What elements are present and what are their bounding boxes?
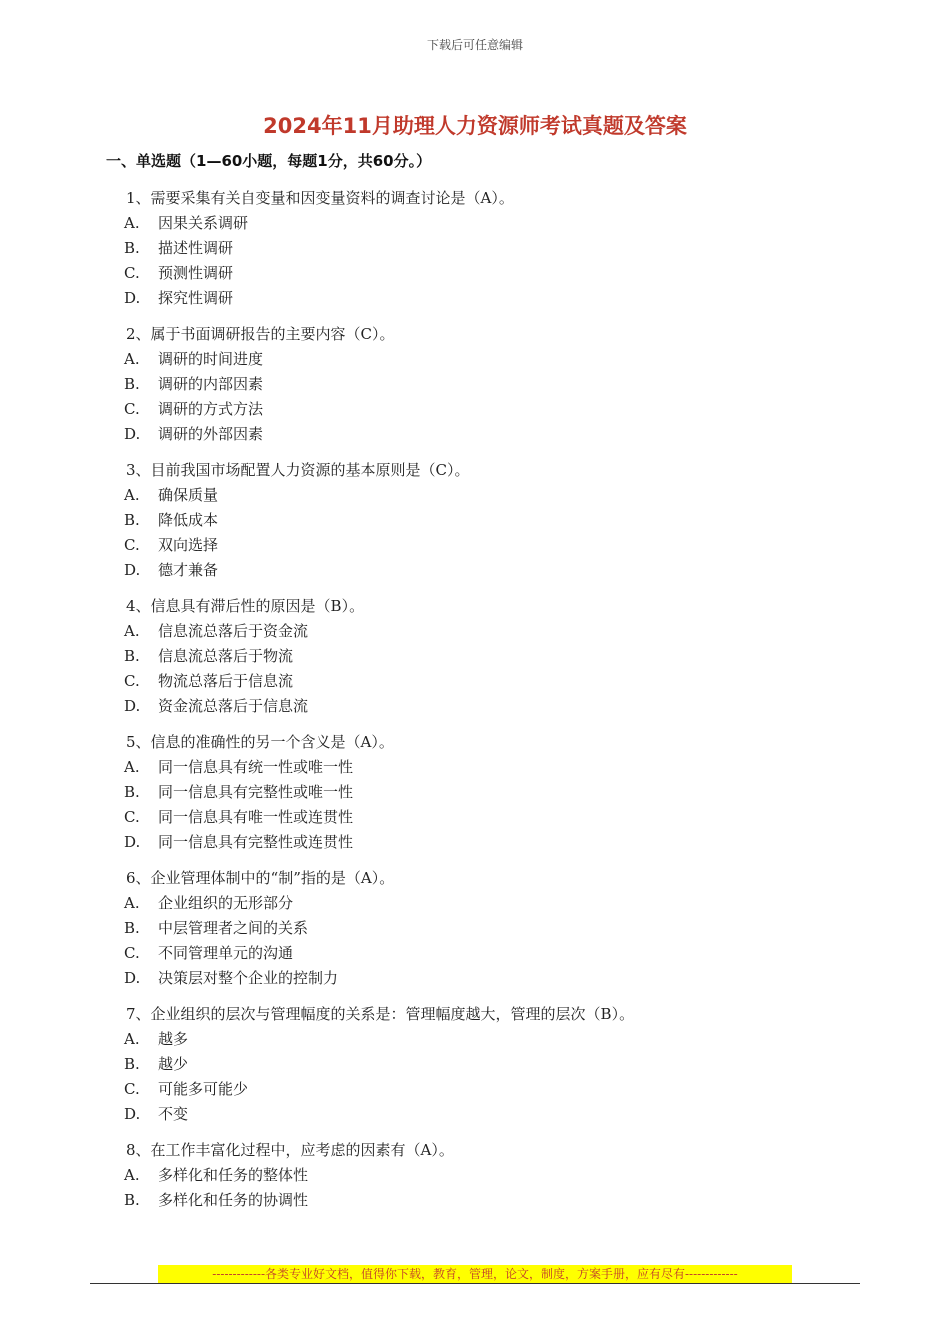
option-letter: A.	[124, 350, 140, 368]
question-stem: 4、信息具有滞后性的原因是（B）。	[126, 597, 365, 615]
answer-option	[124, 1163, 844, 1188]
option-text: 决策层对整个企业的控制力	[158, 969, 339, 987]
question-stem: 5、信息的准确性的另一个含义是（A）。	[126, 733, 394, 751]
option-letter: A.	[124, 486, 140, 504]
option-letter: B.	[124, 1191, 140, 1209]
section-heading: 一、单选题（1—60小题，每题1分，共60分。）	[106, 152, 432, 170]
answer-option	[124, 286, 844, 311]
answer-option	[124, 780, 844, 805]
answer-option	[124, 644, 844, 669]
answer-option	[124, 372, 844, 397]
answer-option	[124, 236, 844, 261]
option-text: 调研的方式方法	[158, 400, 264, 418]
question-item	[124, 594, 844, 719]
option-letter: A.	[124, 622, 140, 640]
option-letter: A.	[124, 214, 140, 232]
option-text: 资金流总落后于信息流	[158, 697, 309, 715]
option-text: 探究性调研	[158, 289, 234, 307]
question-item	[124, 322, 844, 447]
question-item	[124, 730, 844, 855]
option-letter: B.	[124, 647, 140, 665]
option-text: 确保质量	[158, 486, 219, 504]
option-letter: D.	[124, 561, 141, 579]
option-letter: C.	[124, 1080, 140, 1098]
option-text: 物流总落后于信息流	[158, 672, 294, 690]
option-letter: D.	[124, 833, 141, 851]
question-stem: 8、在工作丰富化过程中，应考虑的因素有（A）。	[126, 1141, 454, 1159]
question-stem: 1、需要采集有关自变量和因变量资料的调查讨论是（A）。	[126, 189, 514, 207]
option-letter: C.	[124, 536, 140, 554]
option-letter: C.	[124, 944, 140, 962]
option-letter: B.	[124, 919, 140, 937]
answer-option	[124, 1052, 844, 1077]
answer-option	[124, 916, 844, 941]
option-text: 调研的内部因素	[158, 375, 264, 393]
option-letter: A.	[124, 894, 140, 912]
answer-option	[124, 619, 844, 644]
answer-option	[124, 830, 844, 855]
option-text: 德才兼备	[158, 561, 219, 579]
option-text: 越多	[158, 1030, 189, 1048]
option-text: 预测性调研	[158, 264, 234, 282]
question-item	[124, 1002, 844, 1127]
answer-option	[124, 558, 844, 583]
option-letter: C.	[124, 808, 140, 826]
option-letter: D.	[124, 1105, 141, 1123]
header-note: 下载后可任意编辑	[426, 38, 523, 52]
option-letter: D.	[124, 425, 141, 443]
option-letter: B.	[124, 511, 140, 529]
question-stem: 3、目前我国市场配置人力资源的基本原则是（C）。	[126, 461, 470, 479]
answer-option	[124, 891, 844, 916]
option-letter: D.	[124, 969, 141, 987]
answer-option	[124, 966, 844, 991]
option-letter: A.	[124, 1030, 140, 1048]
question-item	[124, 866, 844, 991]
question-item	[124, 458, 844, 583]
option-text: 不同管理单元的沟通	[158, 944, 294, 962]
question-stem: 7、企业组织的层次与管理幅度的关系是：管理幅度越大，管理的层次（B）。	[126, 1005, 635, 1023]
answer-option	[124, 397, 844, 422]
question-item	[124, 1138, 844, 1213]
answer-option	[124, 1077, 844, 1102]
answer-option	[124, 347, 844, 372]
option-text: 不变	[158, 1105, 189, 1123]
option-letter: B.	[124, 239, 140, 257]
option-text: 同一信息具有统一性或唯一性	[158, 758, 354, 776]
option-letter: B.	[124, 375, 140, 393]
option-text: 多样化和任务的协调性	[158, 1191, 309, 1209]
option-letter: B.	[124, 1055, 140, 1073]
option-text: 中层管理者之间的关系	[158, 919, 309, 937]
answer-option	[124, 669, 844, 694]
answer-option	[124, 261, 844, 286]
answer-option	[124, 422, 844, 447]
option-text: 可能多可能少	[158, 1080, 249, 1098]
answer-option	[124, 805, 844, 830]
option-text: 同一信息具有唯一性或连贯性	[158, 808, 354, 826]
option-text: 同一信息具有完整性或唯一性	[158, 783, 354, 801]
footer-divider	[90, 1283, 860, 1284]
answer-option	[124, 1102, 844, 1127]
option-text: 双向选择	[158, 536, 219, 554]
question-list	[124, 186, 844, 1224]
option-letter: C.	[124, 264, 140, 282]
option-text: 调研的时间进度	[158, 350, 264, 368]
answer-option	[124, 211, 844, 236]
option-text: 描述性调研	[158, 239, 234, 257]
option-text: 信息流总落后于物流	[158, 647, 294, 665]
option-text: 降低成本	[158, 511, 219, 529]
option-text: 企业组织的无形部分	[158, 894, 294, 912]
question-item	[124, 186, 844, 311]
option-letter: A.	[124, 758, 140, 776]
option-letter: C.	[124, 672, 140, 690]
option-text: 因果关系调研	[158, 214, 249, 232]
option-letter: B.	[124, 783, 140, 801]
option-text: 信息流总落后于资金流	[158, 622, 309, 640]
document-title: 2024年11月助理人力资源师考试真题及答案	[263, 114, 687, 138]
question-stem: 6、企业管理体制中的“制”指的是（A）。	[126, 869, 395, 887]
option-letter: D.	[124, 697, 141, 715]
answer-option	[124, 533, 844, 558]
option-letter: C.	[124, 400, 140, 418]
option-text: 多样化和任务的整体性	[158, 1166, 309, 1184]
option-text: 调研的外部因素	[158, 425, 264, 443]
answer-option	[124, 941, 844, 966]
footer-banner: -------------各类专业好文档，值得你下载，教育，管理，论文，制度，方案手册，应有尽有-------------	[158, 1265, 792, 1283]
answer-option	[124, 694, 844, 719]
option-letter: D.	[124, 289, 141, 307]
question-stem: 2、属于书面调研报告的主要内容（C）。	[126, 325, 395, 343]
option-text: 同一信息具有完整性或连贯性	[158, 833, 354, 851]
answer-option	[124, 1188, 844, 1213]
answer-option	[124, 483, 844, 508]
option-text: 越少	[158, 1055, 189, 1073]
answer-option	[124, 1027, 844, 1052]
answer-option	[124, 508, 844, 533]
answer-option	[124, 755, 844, 780]
option-letter: A.	[124, 1166, 140, 1184]
